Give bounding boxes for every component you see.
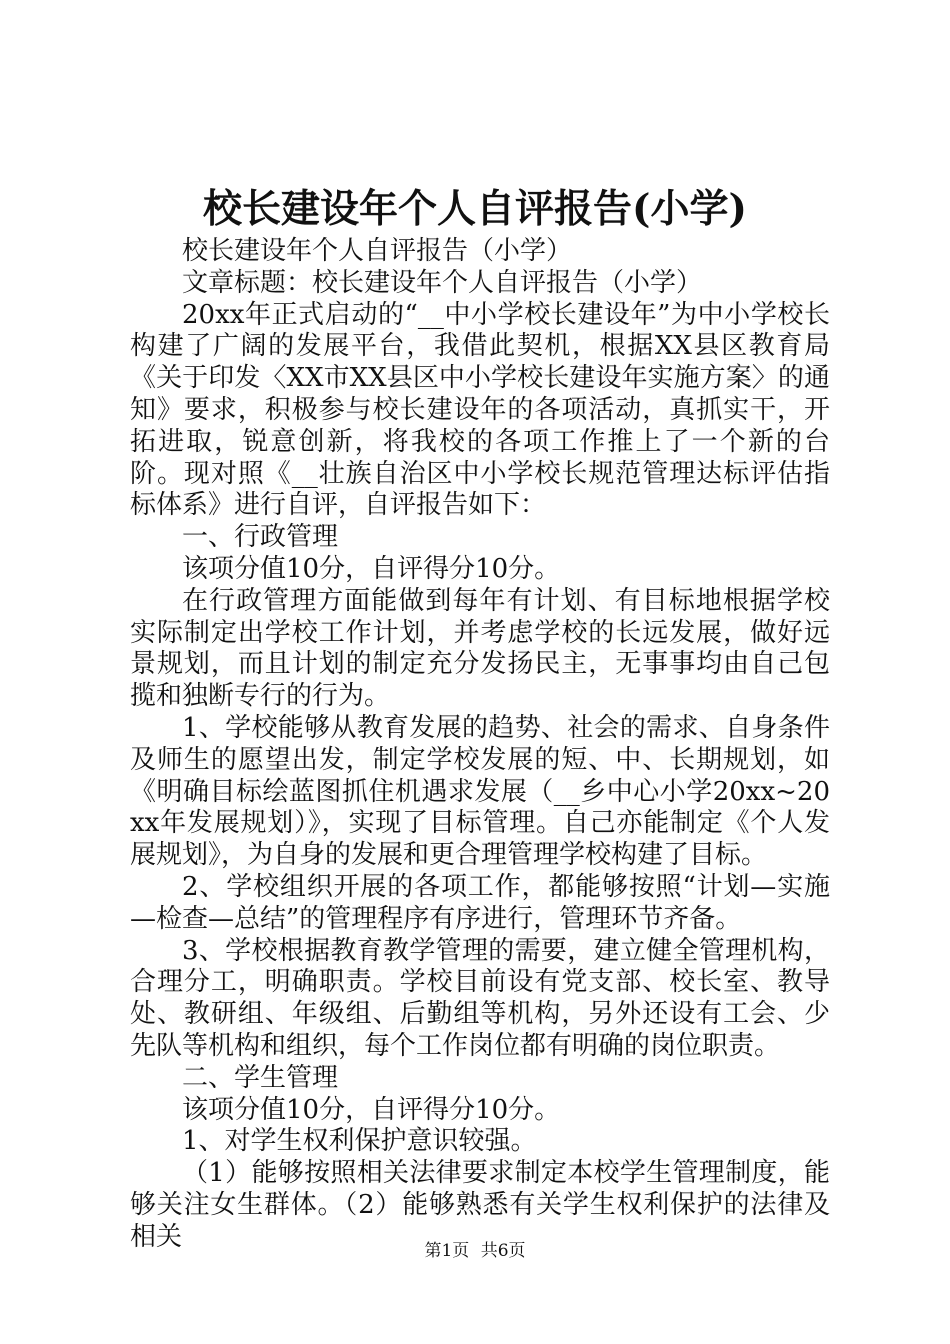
section-heading-students: 二、学生管理 xyxy=(182,1062,339,1093)
paragraph-admin-desc: 在行政管理方面能做到每年有计划、有目标地根据学校实际制定出学校工作计划，并考虑学校的长远发展，做好远景规划，而且计划的制定充分发扬民主，无事事均由自己包揽和独断专行的行为。 xyxy=(130,585,830,712)
paragraph-intro: 20xx年正式启动的“__中小学校长建设年”为中小学校长构建了广阔的发展平台，我借此契机，根据XX县区教育局《关于印发〈XX市XX县区中小学校长建设年实施方案〉的通知》要求，积极参与校长建设年的各项活动，真抓实干，开拓进取，锐意创新，将我校的各项工作推上了一个新的台阶。现对照《__壮族自治区中小学校长规范管理达标评估指标体系》进行自评，自评报告如下： xyxy=(130,299,830,521)
paragraph-admin-item-1: 1、学校能够从教育发展的趋势、社会的需求、自身条件及师生的愿望出发，制定学校发展的短、中、长期规划，如《明确目标绘蓝图抓住机遇求发展（__乡中心小学20xx~20xx年发展规划）》，实现了目标管理。自己亦能制定《个人发展规划》，为自身的发展和更合理管理学校构建了目标。 xyxy=(130,712,830,871)
page-footer xyxy=(0,1240,950,1262)
paragraph-score-students: 该项分值10分，自评得分10分。 xyxy=(182,1094,561,1125)
page-number-total: 共6页 xyxy=(480,1241,526,1261)
paragraph-students-item-1: 1、对学生权利保护意识较强。 xyxy=(182,1126,537,1157)
paragraph-subtitle: 校长建设年个人自评报告（小学） xyxy=(182,236,573,266)
paragraph-admin-item-3: 3、学校根据教育教学管理的需要，建立健全管理机构，合理分工，明确职责。学校目前设有党支部、校长室、教导处、教研组、年级组、后勤组等机构，另外还设有工会、少先队等机构和组织，每个工作岗位都有明确的岗位职责。 xyxy=(130,935,830,1061)
paragraph-score-admin: 该项分值10分，自评得分10分。 xyxy=(182,553,561,584)
document-body xyxy=(130,236,830,1254)
paragraph-article-title: 文章标题：校长建设年个人自评报告（小学） xyxy=(182,267,703,298)
paragraph-admin-item-2: 2、学校组织开展的各项工作，都能够按照“计划—实施—检查—总结”的管理程序有序进行，管理环节齐备。 xyxy=(130,871,830,934)
paragraph-students-item-1-detail: （1）能够按照相关法律要求制定本校学生管理制度，能够关注女生群体。（2）能够熟悉有关学生权利保护的法律及相关 xyxy=(130,1158,830,1252)
document-title: 校长建设年个人自评报告(小学) xyxy=(203,186,747,232)
section-heading-admin: 一、行政管理 xyxy=(182,522,339,553)
page-number-current: 第1页 xyxy=(424,1241,470,1261)
